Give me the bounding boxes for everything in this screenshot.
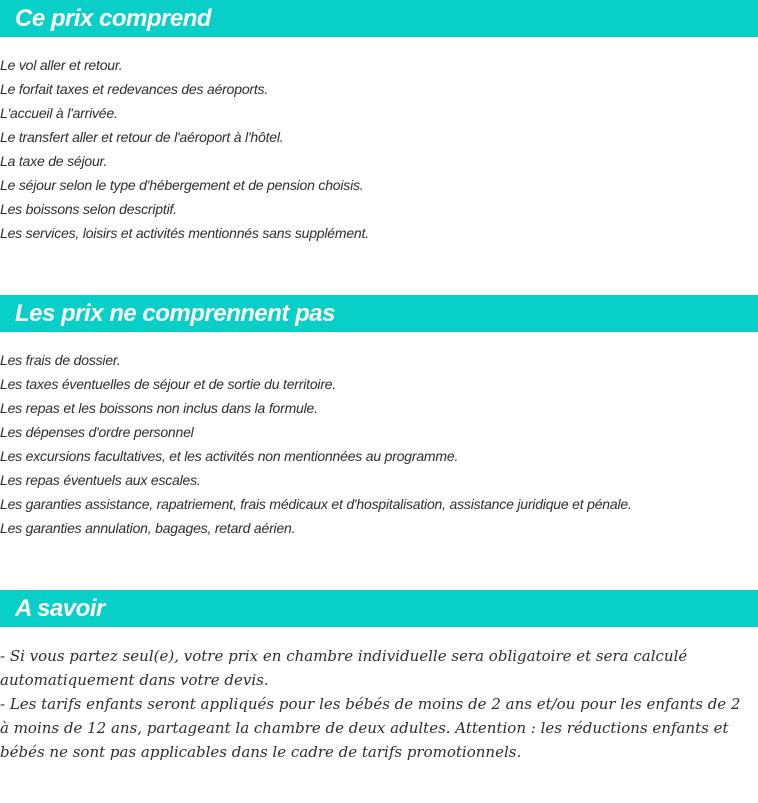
not-included-item: Les garanties annulation, bagages, retard aérien. [0,520,296,536]
not-included-item: Les repas éventuels aux escales. [0,472,201,488]
included-item: Le séjour selon le type d'hébergement et de pension choisis. [0,177,364,193]
not-included-item: Les garanties assistance, rapatriement, frais médicaux et d'hospitalisation, assistance juridique et pénale. [0,496,632,512]
included-item: L'accueil à l'arrivée. [0,105,118,121]
included-item: Les boissons selon descriptif. [0,201,177,217]
included-item: Le transfert aller et retour de l'aéroport à l'hôtel. [0,129,284,145]
not-included-item: Les repas et les boissons non inclus dans la formule. [0,400,318,416]
not-included-item: Les excursions facultatives, et les activités non mentionnées au programme. [0,448,459,464]
not-included-item: Les frais de dossier. [0,352,121,368]
section-header-included: Ce prix comprend [0,0,758,37]
not-included-list [0,348,758,540]
note-paragraph-single-room: - Si vous partez seul(e), votre prix en chambre individuelle sera obligatoire et sera calculé automatiquement dans votre devis. [0,647,688,689]
included-item: La taxe de séjour. [0,153,108,169]
not-included-item: Les taxes éventuelles de séjour et de sortie du territoire. [0,376,337,392]
not-included-item: Les dépenses d'ordre personnel [0,424,194,440]
section-header-not-included: Les prix ne comprennent pas [0,295,758,332]
section-header-to-know: A savoir [0,590,758,627]
to-know-notes [0,644,750,764]
note-paragraph-child-rates: - Les tarifs enfants seront appliqués pour les bébés de moins de 2 ans et/ou pour les enfants de 2 à moins de 12 ans, partageant la chambre de deux adultes. Attention : les réductions enfants et bébés ne sont pas applicables dans le cadre de tarifs promotionnels. [0,695,741,761]
included-item: Le forfait taxes et redevances des aéroports. [0,81,269,97]
included-item: Les services, loisirs et activités mentionnés sans supplément. [0,225,369,241]
included-item: Le vol aller et retour. [0,57,123,73]
included-list [0,53,758,245]
